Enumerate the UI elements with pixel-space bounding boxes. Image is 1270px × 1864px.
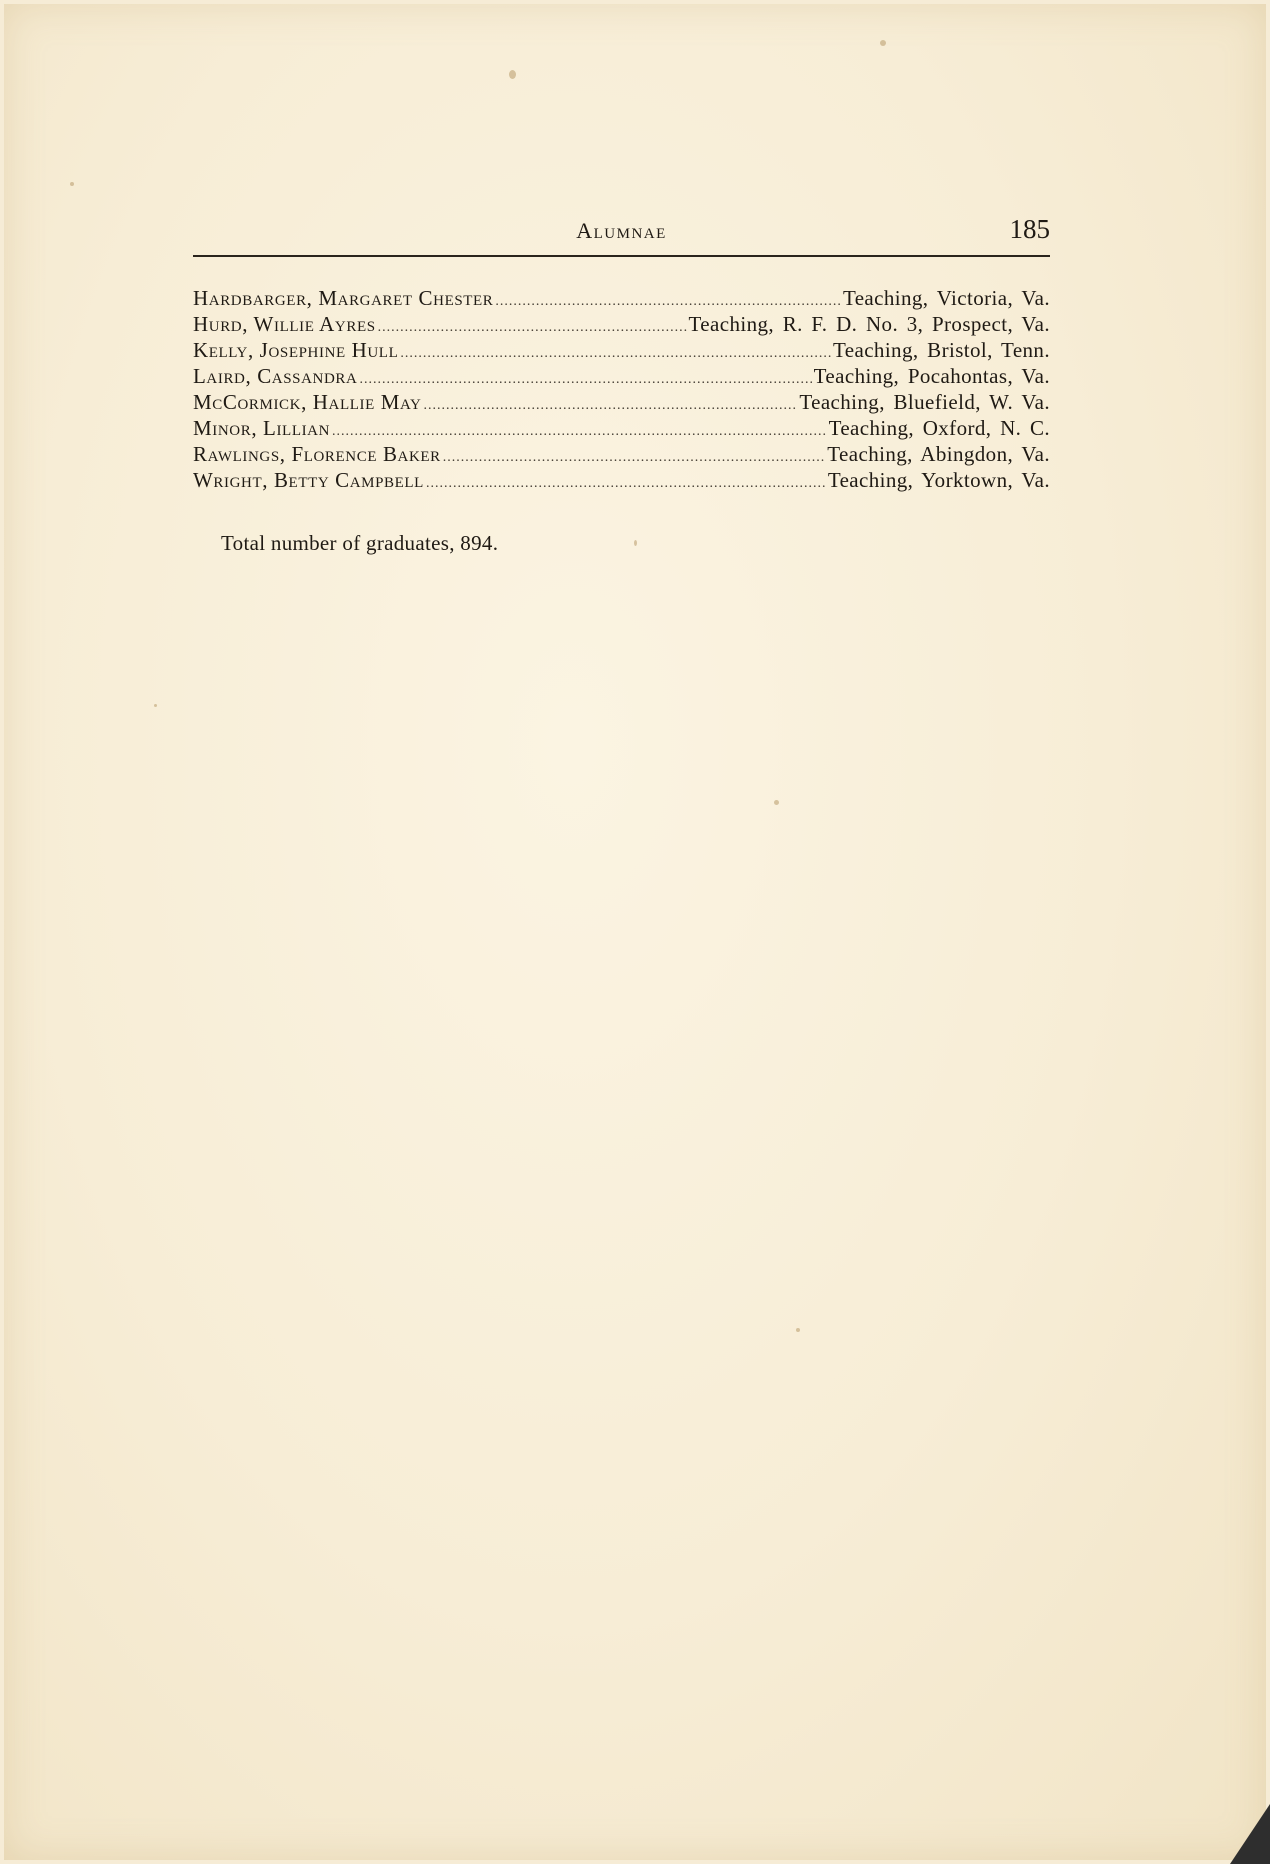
graduate-name: Hurd, Willie Ayres [193, 312, 376, 336]
paper-speck [880, 40, 886, 46]
graduate-position: Teaching, R. F. D. No. 3, Prospect, Va. [688, 312, 1050, 336]
graduate-position: Teaching, Victoria, Va. [842, 286, 1050, 310]
dot-leader [359, 367, 811, 393]
graduate-position: Teaching, Bluefield, W. Va. [799, 390, 1050, 414]
paper-speck [509, 70, 516, 79]
dot-leader [378, 315, 687, 341]
running-head [193, 210, 1050, 250]
dot-leader [426, 471, 826, 497]
graduate-entry [193, 363, 1050, 389]
graduate-name: Kelly, Josephine Hull [193, 338, 399, 362]
dot-leader [423, 393, 797, 419]
graduate-entry [193, 337, 1050, 363]
graduate-entry [193, 285, 1050, 311]
graduate-name: Hardbarger, Margaret Chester [193, 286, 494, 310]
page-number: 185 [1009, 214, 1050, 244]
paper-speck [774, 800, 779, 805]
graduate-name: Laird, Cassandra [193, 364, 358, 388]
graduate-entry [193, 389, 1050, 415]
scan-corner-shadow [1230, 1804, 1270, 1864]
graduate-position: Teaching, Pocahontas, Va. [813, 364, 1050, 388]
graduate-name: Wright, Betty Campbell [193, 468, 424, 492]
graduate-position: Teaching, Bristol, Tenn. [833, 338, 1050, 362]
graduate-name: McCormick, Hallie May [193, 390, 422, 414]
page-content [193, 210, 1050, 556]
dot-leader [400, 341, 831, 367]
graduate-position: Teaching, Yorktown, Va. [827, 468, 1050, 492]
dot-leader [443, 445, 825, 471]
total-graduates: Total number of graduates, 894. [221, 531, 499, 555]
graduate-name: Minor, Lillian [193, 416, 331, 440]
graduate-position: Teaching, Abingdon, Va. [827, 442, 1050, 466]
paper-speck [154, 704, 157, 707]
graduate-list [193, 285, 1050, 493]
graduate-position: Teaching, Oxford, N. C. [828, 416, 1050, 440]
graduate-entry [193, 415, 1050, 441]
graduate-entry [193, 311, 1050, 337]
graduate-entry [193, 441, 1050, 467]
paper-speck [70, 182, 74, 186]
header-rule [193, 255, 1050, 257]
paper-speck [796, 1328, 800, 1332]
graduate-entry [193, 467, 1050, 493]
graduate-name: Rawlings, Florence Baker [193, 442, 441, 466]
running-title: Alumnae [576, 218, 667, 243]
